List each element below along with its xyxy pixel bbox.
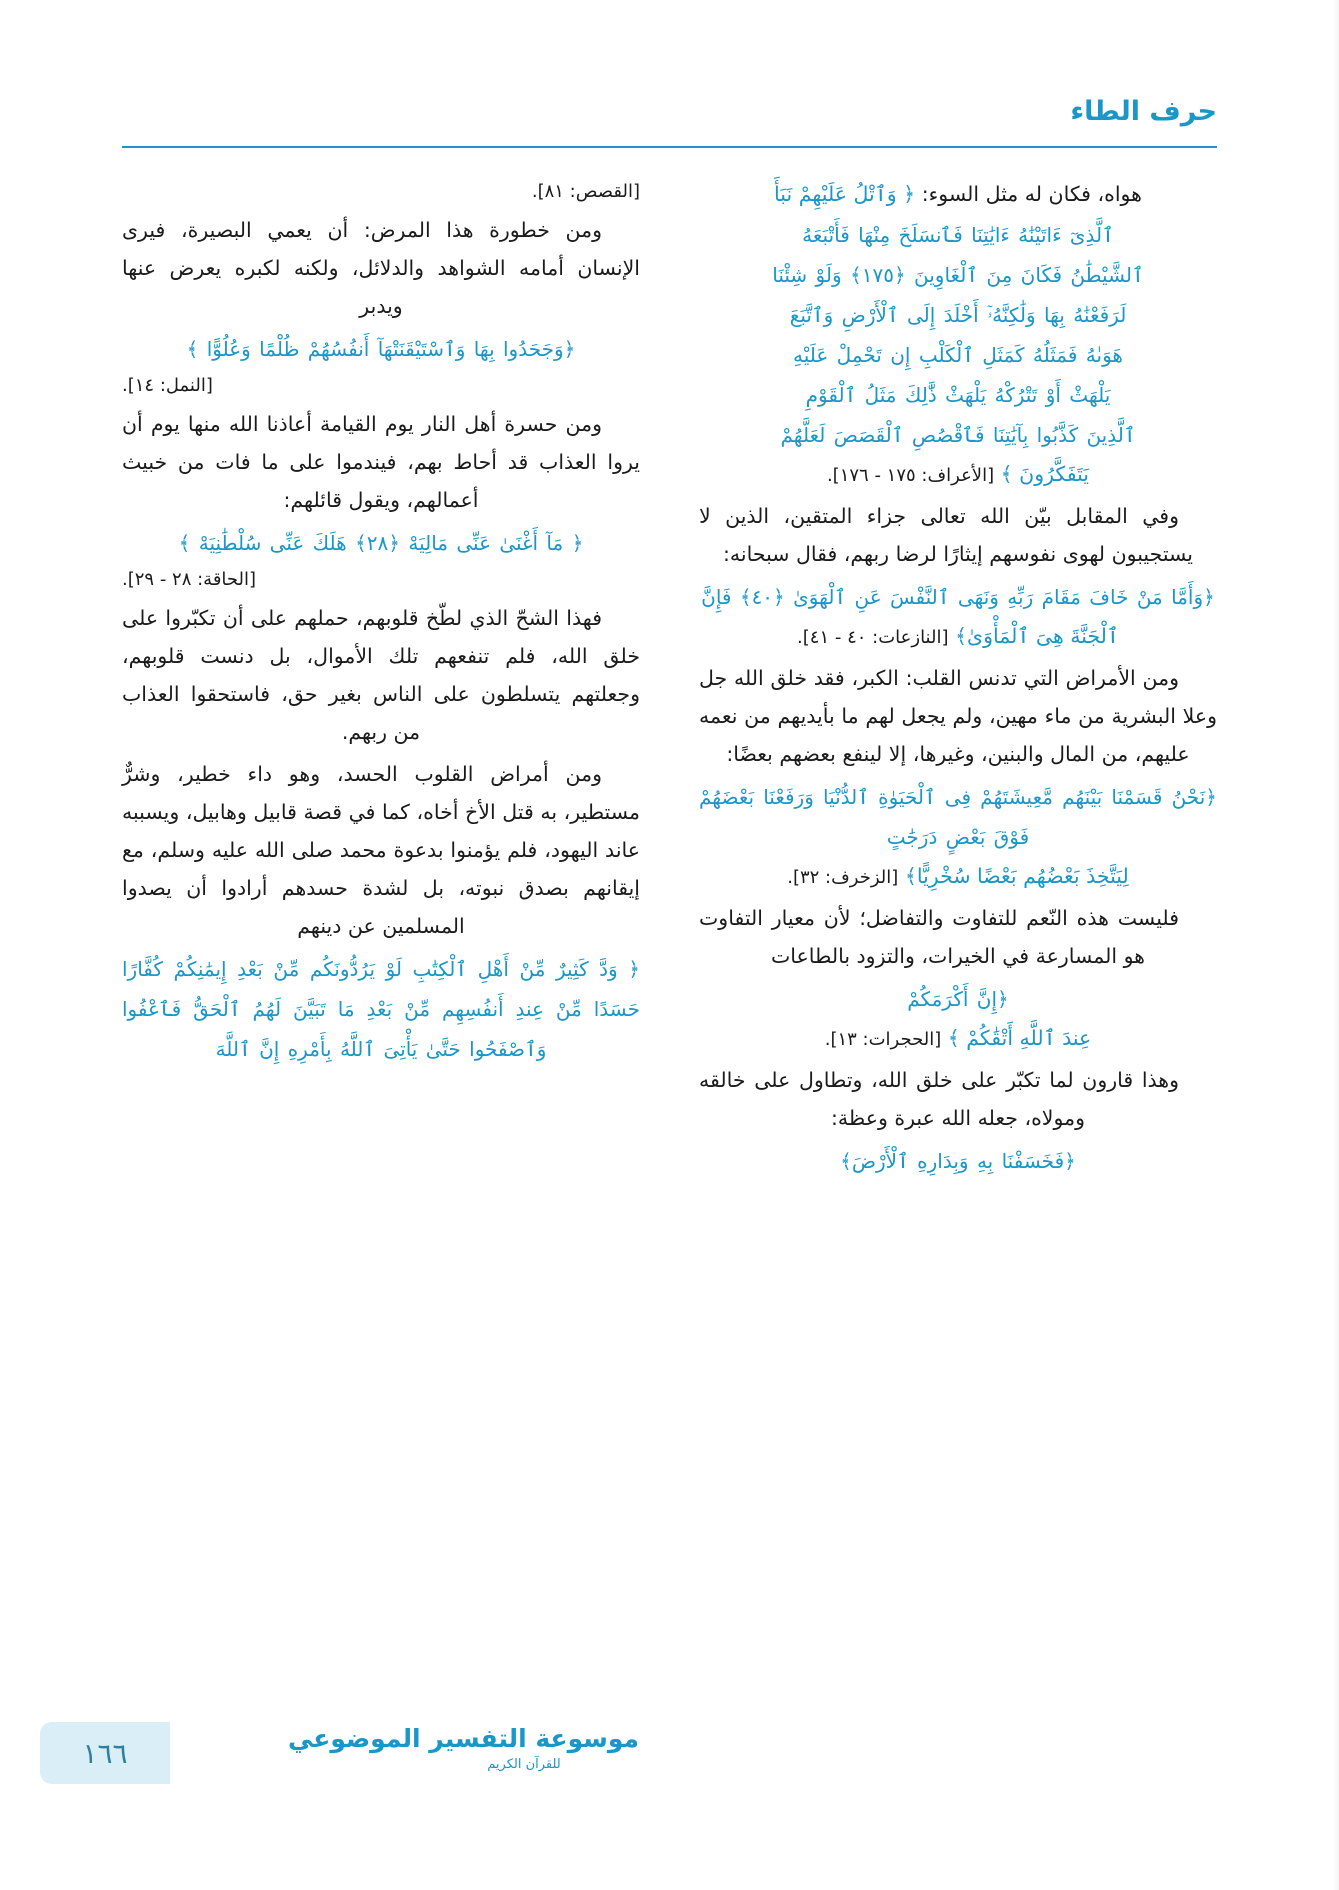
page-footer <box>0 1674 1339 1794</box>
column-left <box>122 175 640 1535</box>
quran-with-reference <box>699 1019 1217 1059</box>
quran-line: هَوَىٰهُ فَمَثَلُهُ كَمَثَلِ ٱلْكَلْبِ إِن تَحْمِلْ عَلَيْهِ <box>793 343 1123 367</box>
page-title: حرف الطاء <box>1070 96 1217 127</box>
quran-text: ٱلْجَنَّةَ هِىَ ٱلْمَأْوَىٰ﴾ <box>955 624 1119 648</box>
page-number-badge <box>40 1722 170 1784</box>
quran-line: ﴿نَحْنُ قَسَمْنَا بَيْنَهُم مَّعِيشَتَهُمْ فِى ٱلْحَيَوٰةِ ٱلدُّنْيَا وَرَفَعْنَا بَعْضَهُمْ فَوْقَ بَعْضٍ دَرَجَٰتٍ <box>699 785 1217 849</box>
page-edge-shadow <box>1333 0 1339 1890</box>
quran-line: ٱلَّذِينَ كَذَّبُوا بِآيَٰتِنَا فَٱقْصُصِ ٱلْقَصَصَ لَعَلَّهُمْ <box>780 423 1136 447</box>
header-divider <box>122 146 1217 148</box>
quran-text: ﴿ وَٱتْلُ عَلَيْهِمْ نَبَأَ <box>774 182 916 206</box>
paragraph: ومن الأمراض التي تدنس القلب: الكبر، فقد خلق الله جل وعلا البشرية من ماء مهين، ولم يجعل لهم ما بأيديهم من نعمه عليهم، من المال والبنين، وغيرها، إلا لينفع بعضهم بعضًا: <box>699 666 1217 766</box>
quran-line: ﴿فَخَسَفْنَا بِهِ وَبِدَارِهِ ٱلْأَرْضَ﴾ <box>840 1149 1076 1173</box>
page-header <box>122 96 1217 156</box>
paragraph: وفي المقابل بيّن الله تعالى جزاء المتقين، الذين لا يستجيبون لهوى نفوسهم إيثارًا لرضا ربهم، فقال سبحانه: <box>699 504 1194 566</box>
quran-line: ﴿ وَدَّ كَثِيرٌ مِّنْ أَهْلِ ٱلْكِتَٰبِ لَوْ يَرُدُّونَكُم مِّنْ بَعْدِ إِيمَٰنِكُمْ كُفَّارًا حَسَدًا مِّنْ عِندِ أَنفُسِهِم مِّنْ بَعْدِ مَا تَبَيَّنَ لَهُمُ ٱلْحَقُّ فَٱعْفُوا وَٱصْفَحُوا حَتَّىٰ يَأْتِىَ ٱللَّهُ بِأَمْرِهِ إِنَّ ٱللَّهَ <box>122 957 640 1061</box>
paragraph: فليست هذه النّعم للتفاوت والتفاضل؛ لأن معيار التفاوت هو المسارعة في الخيرات، والتزود بالطاعات <box>699 906 1179 968</box>
paragraph: وهذا قارون لما تكبّر على خلق الله، وتطاول على خالقه ومولاه، جعله الله عبرة وعظة: <box>699 1068 1179 1130</box>
publisher-logo <box>287 1724 639 1772</box>
quran-with-reference <box>699 857 1217 897</box>
paragraph-text: هواه، فكان له مثل السوء: <box>915 182 1142 206</box>
two-column-body <box>122 175 1217 1535</box>
quran-with-reference <box>699 617 1217 657</box>
logo-subtitle: للقرآن الكريم <box>487 1757 561 1772</box>
quran-line: ٱلَّذِىٓ ءَاتَيْنَٰهُ ءَايَٰتِنَا فَٱنسَلَخَ مِنْهَا فَأَتْبَعَهُ <box>802 223 1114 247</box>
quran-text: لِيَتَّخِذَ بَعْضُهُم بَعْضًا سُخْرِيًّا﴾ <box>904 864 1129 888</box>
paragraph: ومن أمراض القلوب الحسد، وهو داء خطير، وشرٌّ مستطير، به قتل الأخ أخاه، كما في قصة قابيل وهابيل، ويسببه عاند اليهود، فلم يؤمنوا بدعوة محمد صلى الله عليه وسلم، مع إيقانهم بصدق نبوته، بل لشدة حسدهم أرادوا أن يصدوا المسلمين عن دينهم <box>122 762 640 938</box>
quran-line: لَرَفَعْنَٰهُ بِهَا وَلَٰكِنَّهُۥٓ أَخْلَدَ إِلَى ٱلْأَرْضِ وَٱتَّبَعَ <box>789 303 1127 327</box>
quran-line: ﴿ مَآ أَغْنَىٰ عَنِّى مَالِيَهْ ﴿٢٨﴾ هَلَكَ عَنِّى سُلْطَٰنِيَهْ ﴾ <box>178 531 584 555</box>
paragraph: فهذا الشحّ الذي لطّخ قلوبهم، حملهم على أن تكبّروا على خلق الله، فلم تنفعهم تلك الأموال، بل دنست قلوبهم، وجعلتهم يتسلطون على الناس بغير حق، فاستحقوا العذاب من ربهم. <box>122 606 640 744</box>
source-reference: [الأعراف: ١٧٥ - ١٧٦]. <box>826 465 995 486</box>
quran-with-reference <box>699 455 1217 495</box>
column-right <box>699 175 1217 1535</box>
source-reference: [النازعات: ٤٠ - ٤١]. <box>797 627 949 648</box>
paragraph: ومن خطورة هذا المرض: أن يعمي البصيرة، فيرى الإنسان أمامه الشواهد والدلائل، ولكنه لكبره يعرض عنها ويدبر <box>122 218 640 318</box>
quran-line: يَلْهَثْ أَوْ تَتْرُكْهُ يَلْهَثْ ذَّٰلِكَ مَثَلُ ٱلْقَوْمِ <box>805 383 1111 407</box>
quran-line: ﴿إِنَّ أَكْرَمَكُمْ <box>907 987 1009 1011</box>
quran-line: ﴿وَأَمَّا مَنْ خَافَ مَقَامَ رَبِّهِ وَنَهَى ٱلنَّفْسَ عَنِ ٱلْهَوَىٰ ﴿٤٠﴾ فَإِنَّ <box>701 585 1215 609</box>
source-reference: [الزخرف: ٣٢]. <box>787 867 899 888</box>
paragraph: ومن حسرة أهل النار يوم القيامة أعاذنا الله منها يوم أن يروا العذاب قد أحاط بهم، فيندموا على ما فات من خبيث أعمالهم، ويقول قائلهم: <box>122 412 640 512</box>
source-reference: [النمل: ١٤]. <box>122 375 213 396</box>
source-reference: [القصص: ٨١]. <box>531 181 640 202</box>
source-reference: [الحجرات: ١٣]. <box>824 1029 942 1050</box>
quran-text: يَتَفَكَّرُونَ ﴾ <box>1000 462 1090 486</box>
quran-text: عِندَ ٱللَّهِ أَتْقَٰكُمْ ﴾ <box>947 1026 1092 1050</box>
logo-title: موسوعة التفسير الموضوعي <box>287 1724 639 1753</box>
paragraph <box>699 175 1217 213</box>
quran-line: ٱلشَّيْطَٰنُ فَكَانَ مِنَ ٱلْغَاوِينَ ﴿١٧٥﴾ وَلَوْ شِئْنَا <box>772 263 1144 287</box>
page-number: ١٦٦ <box>82 1736 128 1770</box>
source-reference: [الحاقة: ٢٨ - ٢٩]. <box>122 569 257 590</box>
quran-line: ﴿وَجَحَدُوا بِهَا وَٱسْتَيْقَنَتْهَآ أَنفُسُهُمْ ظُلْمًا وَعُلُوًّا ﴾ <box>186 337 576 361</box>
